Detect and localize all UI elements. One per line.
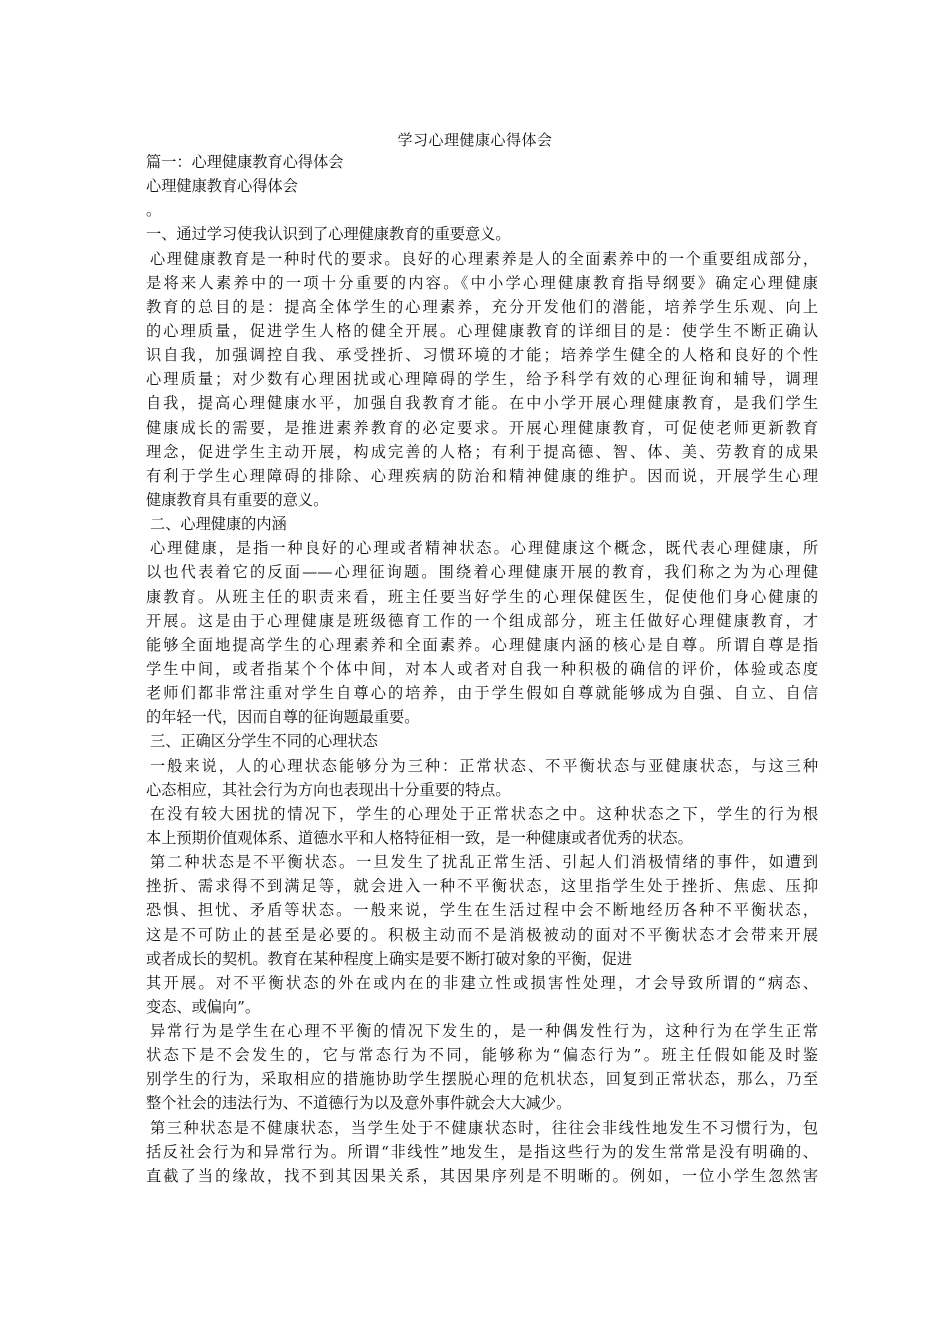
text-line: 理念，促进学生主动开展，构成完善的人格；有利于提高德、智、体、美、劳教育的成果 (146, 442, 818, 461)
text-line: 异常行为是学生在心理不平衡的情况下发生的，是一种偶发性行为，这种行为在学生正常 (150, 1022, 818, 1041)
text-line: 心理健康，是指一种良好的心理或者精神状态。心理健康这个概念，既代表心理健康，所 (150, 539, 818, 558)
document-title: 学习心理健康心得体会 (397, 131, 553, 149)
text-line: 学生中间，或者指某个个体中间，对本人或者对自我一种积极的确信的评价，体验或态度 (146, 659, 818, 678)
text-line: 第二种状态是不平衡状态。一旦发生了扰乱正常生活、引起人们消极情绪的事件，如遭到 (150, 853, 818, 872)
text-line: 二、心理健康的内涵 (150, 515, 287, 534)
text-line: 老师们都非常注重对学生自尊心的培养，由于学生假如自尊就能够成为自强、自立、自信 (146, 684, 818, 703)
text-line: 以也代表着它的反面——心理征询题。围绕着心理健康开展的教育，我们称之为为心理健 (146, 563, 818, 582)
text-line: 教育的总目的是：提高全体学生的心理素养，充分开发他们的潜能，培养学生乐观、向上 (146, 297, 818, 316)
text-line: 状态下是不会发生的，它与常态行为不同，能够称为“偏态行为”。班主任假如能及时鉴 (146, 1046, 818, 1065)
text-line: 心态相应，其社会行为方向也表现出十分重要的特点。 (146, 780, 511, 799)
text-line: 开展。这是由于心理健康是班级德育工作的一个组成部分，班主任做好心理健康教育，才 (146, 611, 818, 630)
text-line: 心理健康教育是一种时代的要求。良好的心理素养是人的全面素养中的一个重要组成部分， (150, 249, 818, 268)
text-line: 自我，提高心理健康水平，加强自我教育才能。在中小学开展心理健康教育，是我们学生 (146, 394, 818, 413)
text-line: 。 (146, 201, 162, 220)
text-line: 心理健康教育心得体会 (146, 177, 298, 196)
text-line: 变态、或偏向”。 (146, 997, 261, 1016)
text-line: 直截了当的缘故，找不到其因果关系，其因果序列是不明晰的。例如，一位小学生忽然害 (146, 1166, 818, 1185)
text-line: 括反社会行为和异常行为。所谓“非线性”地发生，是指这些行为的发生常常是没有明确的、 (146, 1142, 818, 1161)
text-line: 的心理质量，促进学生人格的健全开展。心理健康教育的详细目的是：使学生不断正确认 (146, 321, 818, 340)
text-line: 本上预期价值观体系、道德水平和人格特征相一致，是一种健康或者优秀的状态。 (146, 828, 693, 847)
text-line: 是将来人素养中的一项十分重要的内容。《中小学心理健康教育指导纲要》确定心理健康 (146, 273, 818, 292)
text-line: 这是不可防止的甚至是必要的。积极主动而不是消极被动的面对不平衡状态才会带来开展 (146, 925, 818, 944)
text-line: 别学生的行为，采取相应的措施协助学生摆脱心理的危机状态，回复到正常状态，那么，乃至 (146, 1070, 818, 1089)
text-line: 其开展。对不平衡状态的外在或内在的非建立性或损害性处理，才会导致所谓的“病态、 (146, 973, 818, 992)
text-line: 健康教育具有重要的意义。 (146, 490, 329, 509)
text-line: 三、正确区分学生不同的心理状态 (150, 732, 378, 751)
text-line: 挫折、需求得不到满足等，就会进入一种不平衡状态，这里指学生处于挫折、焦虑、压抑 (146, 877, 818, 896)
text-line: 健康成长的需要，是推进素养教育的必定要求。开展心理健康教育，可促使老师更新教育 (146, 418, 818, 437)
text-line: 心理质量；对少数有心理困扰或心理障碍的学生，给予科学有效的心理征询和辅导，调理 (146, 370, 818, 389)
text-line: 一、通过学习使我认识到了心理健康教育的重要意义。 (146, 225, 511, 244)
document-body (146, 150, 818, 1188)
text-line: 在没有较大困扰的情况下，学生的心理处于正常状态之中。这种状态之下，学生的行为根 (150, 804, 818, 823)
text-line: 康教育。从班主任的职责来看，班主任要当好学生的心理保健医生，促使他们身心健康的 (146, 587, 818, 606)
text-line: 能够全面地提高学生的心理素养和全面素养。心理健康内涵的核心是自尊。所谓自尊是指 (146, 635, 818, 654)
text-line: 一般来说，人的心理状态能够分为三种：正常状态、不平衡状态与亚健康状态，与这三种 (150, 756, 818, 775)
text-line: 或者成长的契机。教育在某种程度上确实是要不断打破对象的平衡，促进 (146, 949, 632, 968)
text-line: 的年轻一代，因而自尊的征询题最重要。 (146, 708, 420, 727)
text-line: 第三种状态是不健康状态，当学生处于不健康状态时，往往会非线性地发生不习惯行为，包 (150, 1118, 818, 1137)
text-line: 识自我，加强调控自我、承受挫折、习惯环境的才能；培养学生健全的人格和良好的个性 (146, 346, 818, 365)
text-line: 恐惧、担忧、矛盾等状态。一般来说，学生在生活过程中会不断地经历各种不平衡状态， (146, 901, 818, 920)
text-line: 整个社会的违法行为、不道德行为以及意外事件就会大大减少。 (146, 1094, 572, 1113)
text-line: 篇一：心理健康教育心得体会 (146, 153, 344, 171)
text-line: 有利于学生心理障碍的排除、心理疾病的防治和精神健康的维护。因而说，开展学生心理 (146, 466, 818, 485)
